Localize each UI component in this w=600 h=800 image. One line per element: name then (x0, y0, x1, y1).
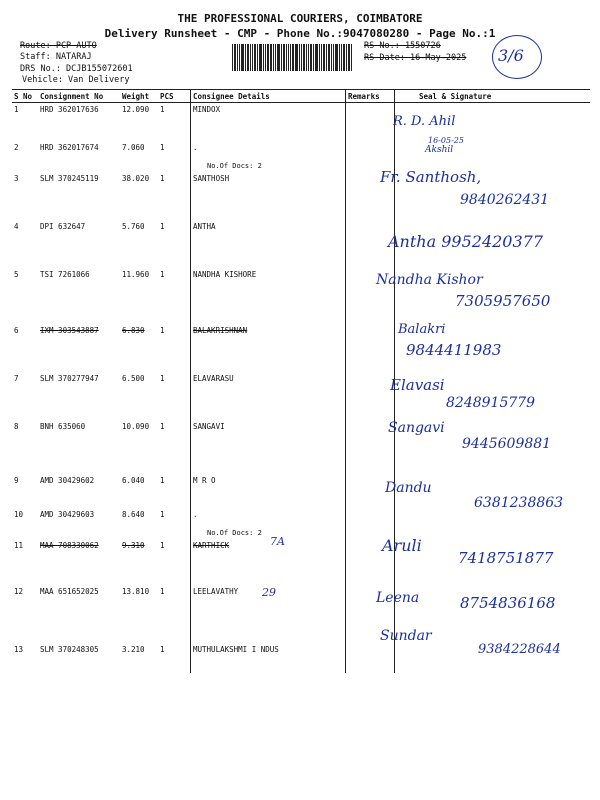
barcode-bar (343, 62, 345, 71)
signature-10-phone: 6381238863 (474, 495, 564, 511)
route-text: Route: PCP AUTO (20, 41, 97, 51)
row-weight (120, 474, 158, 508)
row-consignee (191, 474, 346, 508)
row-pcs-text: 1 (160, 644, 165, 654)
barcode-bar (351, 44, 352, 62)
row-pcs-text: 1 (160, 221, 165, 231)
row-consignee-text: . (193, 509, 198, 519)
barcode-bar (295, 44, 298, 62)
barcode-bar (351, 62, 352, 71)
row-remarks (346, 643, 395, 673)
row-pcs (158, 474, 191, 508)
row-weight-text: 9.310 (122, 540, 145, 550)
row-weight-text: 13.810 (122, 586, 150, 596)
signature-10: Dandu (385, 480, 432, 496)
col-remarks: Remarks (346, 90, 395, 103)
row-consignment (38, 539, 120, 585)
barcode-bar (339, 62, 340, 71)
barcode-bar (288, 62, 289, 71)
signature-8: Sangavi (388, 420, 445, 436)
table-row (12, 508, 590, 539)
barcode-bar (288, 44, 289, 62)
barcode-bar (310, 44, 312, 62)
barcode-bar (303, 62, 305, 71)
barcode-bar (308, 44, 309, 62)
row-consignment-text: SLM 370277947 (40, 373, 99, 383)
barcode-bar (254, 62, 256, 71)
signature-13-phone: 9384228644 (478, 642, 561, 657)
drs-number: DRS No.: DCJB155072601 (20, 64, 133, 74)
row-weight-text: 6.040 (122, 475, 145, 485)
barcode-bar (283, 44, 285, 62)
row-sno (12, 372, 38, 420)
barcode-bar (328, 44, 330, 62)
barcode-bar (245, 44, 246, 62)
barcode-bar (281, 44, 282, 62)
barcode-bar (281, 62, 282, 71)
row-consignment-text: HRD 362017636 (40, 105, 99, 114)
row-sno (12, 268, 38, 324)
barcode-bar (263, 44, 264, 62)
row-pcs (158, 643, 191, 673)
col-pcs: PCS (158, 90, 191, 103)
barcode-bar (257, 62, 258, 71)
row-pcs-text: 1 (160, 325, 165, 335)
row-sno-text: 1 (14, 105, 19, 114)
barcode-bar (292, 62, 294, 71)
barcode-bar (252, 62, 253, 71)
row-consignee-text: SANGAVI (193, 421, 225, 431)
row-consignee (191, 508, 346, 539)
row-consignee (191, 420, 346, 474)
row-consignee-text: BALAKRISHNAN (193, 325, 248, 335)
barcode-bar (346, 44, 347, 62)
row-consignee-text: NANDHA KISHORE (193, 269, 257, 279)
row-sno-text: 4 (14, 221, 19, 231)
barcode-bar (292, 44, 294, 62)
row-consignee (191, 643, 346, 673)
row-consignment (38, 172, 120, 220)
row-consignee-text: ELAVARASU (193, 373, 234, 383)
barcode-bar (247, 44, 249, 62)
barcode-bar (331, 44, 332, 62)
row-consignment (38, 643, 120, 673)
row-consignment (38, 141, 120, 172)
row-consignment (38, 585, 120, 643)
barcode-bar (299, 62, 300, 71)
row-weight-text: 11.960 (122, 269, 150, 279)
barcode-bar (323, 44, 325, 62)
signature-11-phone: 7418751877 (458, 549, 554, 567)
row-remarks (346, 103, 395, 141)
row-consignee (191, 172, 346, 220)
row-pcs-text: 1 (160, 373, 165, 383)
signature-3: Fr. Santhosh, (380, 168, 482, 186)
signature-1-name: Akshil (425, 145, 454, 155)
barcode-bar (346, 62, 347, 71)
barcode-bar (273, 62, 274, 71)
signature-12: Leena (376, 590, 420, 606)
barcode-bar (295, 62, 298, 71)
row-sno (12, 420, 38, 474)
barcode-bar (234, 62, 236, 71)
barcode-bar (252, 44, 253, 62)
row-consignment (38, 220, 120, 268)
row-weight (120, 103, 158, 141)
barcode-bar (247, 62, 249, 71)
row-consignment (38, 508, 120, 539)
row-consignment-text: TSI 7261066 (40, 269, 90, 279)
barcode-bar (254, 44, 256, 62)
barcode-bar (267, 44, 269, 62)
signature-7-phone: 8248915779 (446, 395, 536, 411)
row-sno (12, 141, 38, 172)
row-consignee-text: . (193, 142, 198, 152)
row-weight-text: 6.500 (122, 373, 145, 383)
barcode-bar (259, 44, 262, 62)
barcode-bar (333, 62, 334, 71)
signature-8-phone: 9445609881 (462, 436, 552, 452)
barcode-bar (319, 44, 320, 62)
row-consignment (38, 324, 120, 372)
row-consignment (38, 103, 120, 141)
barcode-bar (290, 44, 291, 62)
row-weight-text: 10.090 (122, 421, 150, 431)
row-pcs (158, 103, 191, 141)
signature-6: Balakri (398, 322, 446, 337)
rs-date: RS Date: 16-May-2025 (364, 53, 467, 63)
row-sno (12, 539, 38, 585)
row-weight (120, 539, 158, 585)
table-row (12, 324, 590, 372)
barcode-bar (315, 44, 318, 62)
row-consignee (191, 141, 346, 172)
row-consignment-text: SLM 370245119 (40, 173, 99, 183)
signature-1-date: 16-05-25 (428, 136, 464, 145)
signature-6-phone: 9844411983 (406, 341, 502, 359)
signature-11: Aruli (382, 536, 422, 555)
document-subtitle: Delivery Runsheet - CMP - Phone No.:9047080280 - Page No.:1 (104, 27, 496, 40)
row-sno-text: 2 (14, 142, 19, 152)
signature-12-phone: 8754836168 (460, 594, 556, 612)
row-pcs (158, 585, 191, 643)
row-signature-cell (395, 508, 591, 539)
barcode-bar (277, 44, 280, 62)
row-weight-text: 3.210 (122, 644, 145, 654)
barcode-bar (319, 62, 320, 71)
row-consignment-text: IXM 303543887 (40, 325, 99, 335)
barcode-bar (283, 62, 285, 71)
row-sno-text: 3 (14, 173, 19, 183)
row-weight (120, 172, 158, 220)
row-consignment (38, 268, 120, 324)
barcode-bar (323, 62, 325, 71)
row-consignee (191, 372, 346, 420)
barcode-bar (321, 44, 322, 62)
signature-4: Antha 9952420377 (388, 232, 544, 251)
barcode-bar (270, 62, 272, 71)
barcode-bar (301, 62, 302, 71)
row-pcs-text: 1 (160, 421, 165, 431)
col-consignee: Consignee Details (191, 90, 346, 103)
col-sno: S No (12, 90, 38, 103)
row-consignee-text: MUTHULAKSHMI I NDUS (193, 644, 279, 654)
row-pcs (158, 508, 191, 539)
barcode-bar (348, 44, 350, 62)
row-remarks (346, 372, 395, 420)
row-consignee (191, 539, 346, 585)
row-sno (12, 324, 38, 372)
no-of-docs: No.Of Docs: 2 (207, 161, 262, 170)
row-weight-text: 6.830 (122, 325, 145, 335)
row-pcs (158, 420, 191, 474)
barcode-bar (286, 62, 287, 71)
row-pcs-text: 1 (160, 173, 165, 183)
row-weight (120, 372, 158, 420)
row-signature-cell (395, 141, 591, 172)
row-weight (120, 420, 158, 474)
row-consignment (38, 372, 120, 420)
row-consignee-text: KARTHICK (193, 540, 230, 550)
row-sno (12, 643, 38, 673)
barcode-bar (275, 62, 276, 71)
row-weight (120, 220, 158, 268)
barcode-bar (239, 62, 240, 71)
row-consignment-text: SLM 370248305 (40, 644, 99, 654)
barcode-bar (331, 62, 332, 71)
barcode-bar (321, 62, 322, 71)
row-sno (12, 585, 38, 643)
row-pcs (158, 220, 191, 268)
row-sno-text: 8 (14, 421, 19, 431)
staff-label: Staff: NATARAJ (20, 52, 92, 62)
barcode-bar (306, 62, 307, 71)
barcode-bar (234, 44, 236, 62)
barcode-bar (301, 44, 302, 62)
barcode-bar (326, 62, 327, 71)
row-consignee (191, 103, 346, 141)
row-pcs (158, 539, 191, 585)
row-pcs-text: 1 (160, 142, 165, 152)
barcode-bar (315, 62, 318, 71)
barcode-bar (339, 44, 340, 62)
row-consignment-text: BNH 635060 (40, 421, 86, 431)
col-weight: Weight (120, 90, 158, 103)
row-consignee-text: M R O (193, 475, 216, 485)
row-consignment (38, 474, 120, 508)
vehicle-label: Vehicle: Van Delivery (22, 75, 130, 85)
row-pcs (158, 268, 191, 324)
barcode-bar (341, 44, 342, 62)
barcode-bar (290, 62, 291, 71)
row-consignment-text: MAA 708330062 (40, 540, 99, 550)
row-weight (120, 141, 158, 172)
row-consignment-text: HRD 362017674 (40, 142, 99, 152)
row-sno-text: 11 (14, 540, 24, 550)
row-sno-text: 6 (14, 325, 19, 335)
row-remarks (346, 141, 395, 172)
barcode-bar (328, 62, 330, 71)
barcode-bar (306, 44, 307, 62)
row-sno-text: 7 (14, 373, 19, 383)
barcode-bar (275, 44, 276, 62)
barcode-bar (237, 62, 238, 71)
row-consignee-text: ANTHA (193, 221, 216, 231)
route-label (20, 41, 97, 52)
barcode-bar (267, 62, 269, 71)
table-header-row (12, 90, 590, 103)
row-pcs-text: 1 (160, 509, 165, 519)
barcode-bar (241, 62, 244, 71)
signature-5-phone: 7305957650 (455, 292, 551, 310)
row-consignment (38, 420, 120, 474)
row-consignee (191, 268, 346, 324)
row-pcs-text: 1 (160, 269, 165, 279)
row-pcs-text: 1 (160, 105, 165, 114)
row-sno-text: 10 (14, 509, 24, 519)
row-weight (120, 508, 158, 539)
barcode-bar (232, 44, 233, 62)
signature-13: Sundar (380, 628, 432, 644)
barcode-bar (259, 62, 262, 71)
table-row (12, 141, 590, 172)
row-sno (12, 103, 38, 141)
row-weight (120, 585, 158, 643)
barcode-bar (250, 44, 251, 62)
row-consignee-text: MINDOX (193, 105, 221, 114)
row-pcs (158, 172, 191, 220)
row-consignment-text: DPI 632647 (40, 221, 86, 231)
row-sno-text: 5 (14, 269, 19, 279)
barcode-bar (273, 44, 274, 62)
document-title: THE PROFESSIONAL COURIERS, COIMBATORE (177, 12, 423, 25)
row-consignment-text: MAA 651652025 (40, 586, 99, 596)
barcode-bar (313, 62, 314, 71)
barcode-bar (277, 62, 280, 71)
rs-number: RS No.: 1550726 (364, 41, 441, 51)
row-consignee (191, 324, 346, 372)
row-remarks (346, 508, 395, 539)
barcode-bar (335, 44, 338, 62)
barcode-bar (265, 44, 266, 62)
barcode-bar (335, 62, 338, 71)
row-weight (120, 324, 158, 372)
barcode-bar (270, 44, 272, 62)
row-consignee (191, 220, 346, 268)
runsheet-table (12, 89, 590, 673)
barcode-bar (241, 44, 244, 62)
row-weight-text: 8.640 (122, 509, 145, 519)
barcode-bar (343, 44, 345, 62)
barcode-bar (299, 44, 300, 62)
barcode-bar (232, 62, 233, 71)
barcode-bar (308, 62, 309, 71)
barcode-bar (303, 44, 305, 62)
row-sno-text: 13 (14, 644, 24, 654)
barcode-bar (265, 62, 266, 71)
row-pcs (158, 372, 191, 420)
row-pcs-text: 1 (160, 586, 165, 596)
signature-3-phone: 9840262431 (460, 192, 550, 208)
barcode-top (232, 44, 353, 62)
row-sno (12, 474, 38, 508)
no-of-docs: No.Of Docs: 2 (207, 528, 262, 537)
col-consignment: Consignment No (38, 90, 120, 103)
barcode-bar (310, 62, 312, 71)
col-signature: Seal & Signature (395, 90, 591, 103)
row-pcs (158, 141, 191, 172)
barcode-bar (239, 44, 240, 62)
note-12: 29 (262, 586, 276, 599)
barcode-bar (326, 44, 327, 62)
row-weight-text: 5.760 (122, 221, 145, 231)
row-weight-text: 12.090 (122, 105, 150, 114)
row-weight-text: 38.020 (122, 173, 150, 183)
signature-7: Elavasi (390, 376, 445, 394)
row-pcs-text: 1 (160, 540, 165, 550)
row-sno-text: 9 (14, 475, 19, 485)
row-weight (120, 643, 158, 673)
row-weight-text: 7.060 (122, 142, 145, 152)
row-consignee-text: SANTHOSH (193, 173, 230, 183)
row-sno (12, 508, 38, 539)
row-sno-text: 12 (14, 586, 24, 596)
row-sno (12, 220, 38, 268)
signature-5: Nandha Kishor (376, 272, 483, 288)
barcode-bar (348, 62, 350, 71)
row-pcs-text: 1 (160, 475, 165, 485)
barcode-bar (333, 44, 334, 62)
row-consignment-text: AMD 30429602 (40, 475, 95, 485)
table-row (12, 103, 590, 141)
page-mark: 3/6 (498, 46, 524, 65)
signature-1: R. D. Ahil (393, 114, 456, 129)
barcode-bar (245, 62, 246, 71)
row-consignment-text: AMD 30429603 (40, 509, 95, 519)
barcode-bar (250, 62, 251, 71)
barcode-bottom (232, 62, 353, 71)
barcode-bar (263, 62, 264, 71)
row-pcs (158, 324, 191, 372)
note-11: 7A (270, 535, 285, 548)
barcode-bar (286, 44, 287, 62)
barcode-bar (313, 44, 314, 62)
barcode-bar (257, 44, 258, 62)
barcode-bar (341, 62, 342, 71)
row-consignee-text: LEELAVATHY (193, 586, 239, 596)
row-weight (120, 268, 158, 324)
row-remarks (346, 324, 395, 372)
barcode-bar (237, 44, 238, 62)
row-sno (12, 172, 38, 220)
